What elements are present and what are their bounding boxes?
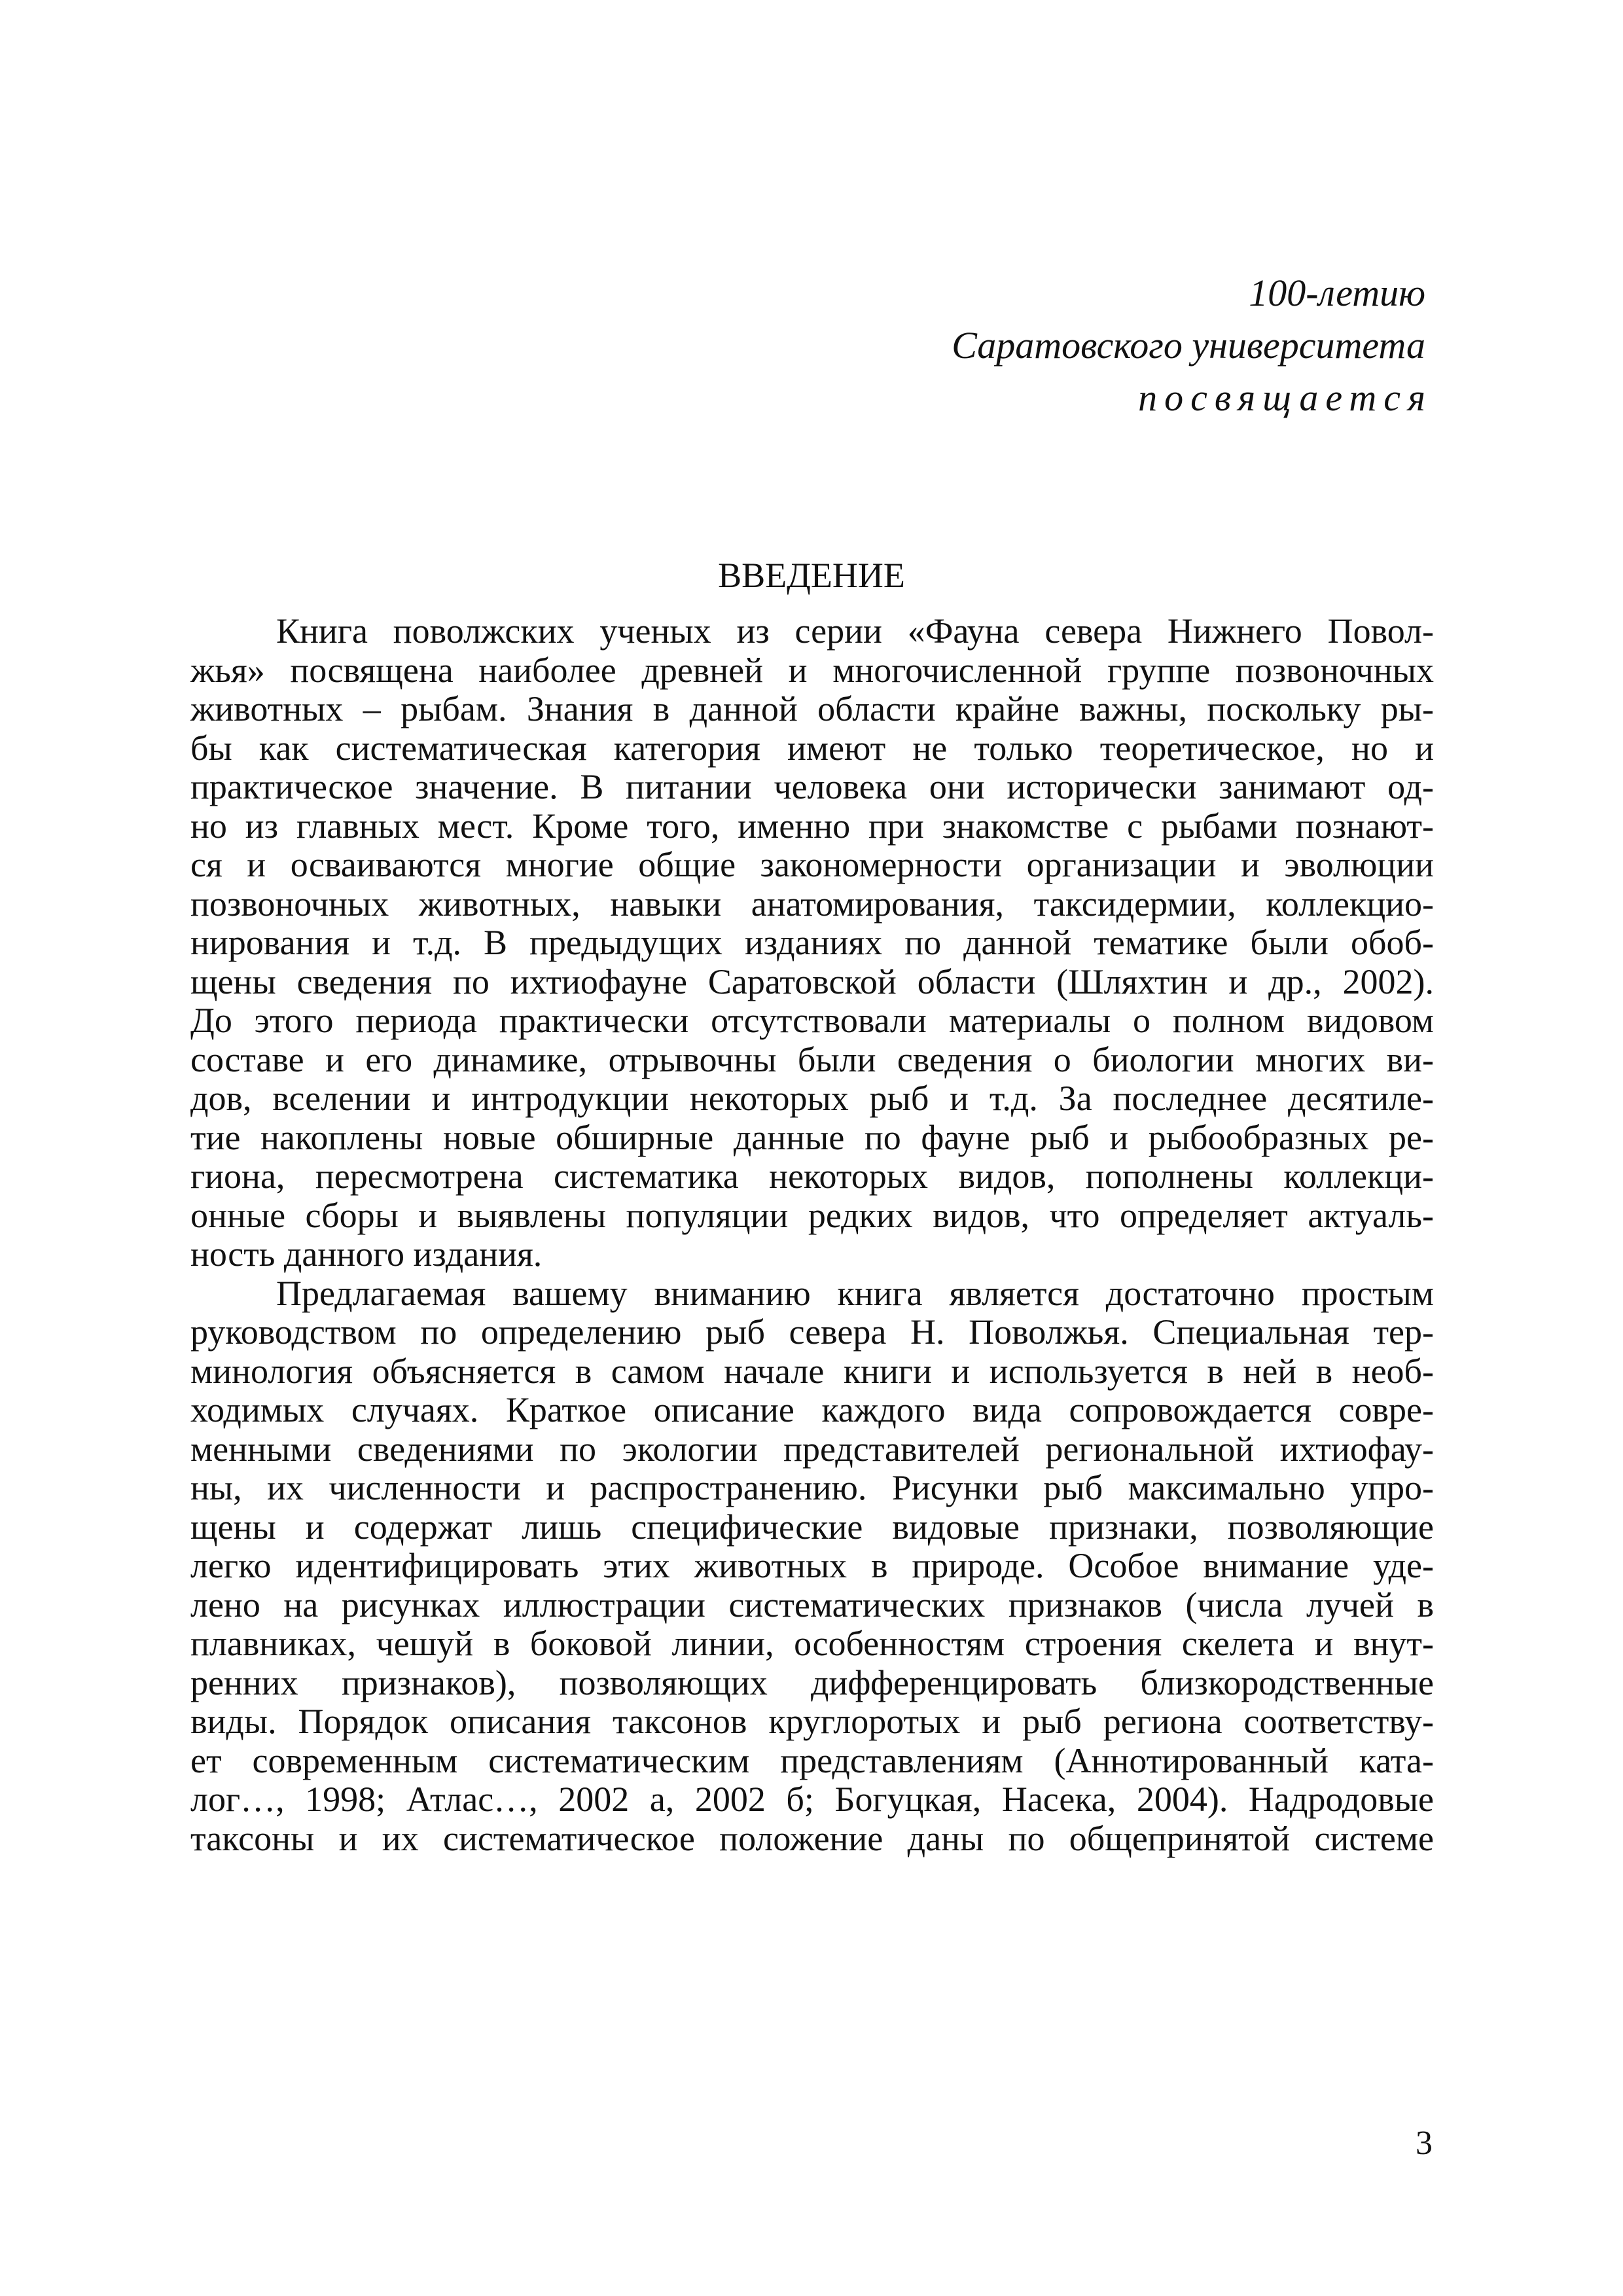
section-heading: ВВЕДЕНИЕ: [718, 556, 905, 595]
dedication-line-2: Саратовского университета: [952, 324, 1425, 367]
text-line: виды. Порядок описания таксонов круглоротых и рыб региона соответству-: [190, 1702, 1434, 1741]
text-line: практическое значение. В питании человека они исторически занимают од-: [190, 767, 1434, 806]
text-line: ны, их численности и распространению. Рисунки рыб максимально упро-: [190, 1468, 1434, 1507]
text-line: онные сборы и выявлены популяции редких видов, что определяет актуаль-: [190, 1195, 1434, 1235]
text-line: бы как систематическая категория имеют не только теоретическое, но и: [190, 728, 1434, 768]
text-line: ет современным систематическим представлениям (Аннотированный ката-: [190, 1740, 1434, 1780]
text-line: Предлагаемая вашему вниманию книга является достаточно простым: [276, 1273, 1434, 1313]
text-line: ренних признаков), позволяющих дифференцировать близкородственные: [190, 1662, 1434, 1702]
text-line: тие накоплены новые обширные данные по фауне рыб и рыбообразных ре-: [190, 1117, 1434, 1157]
text-line: лог…, 1998; Атлас…, 2002 а, 2002 б; Богуцкая, Насека, 2004). Надродовые: [190, 1780, 1434, 1819]
text-line: лено на рисунках иллюстрации систематических признаков (числа лучей в: [190, 1585, 1434, 1624]
text-line: руководством по определению рыб севера Н. Поволжья. Специальная тер-: [190, 1312, 1434, 1352]
dedication-line-3: посвящается: [1138, 376, 1433, 419]
text-line: нирования и т.д. В предыдущих изданиях по данной тематике были обоб-: [190, 923, 1434, 962]
text-line: легко идентифицировать этих животных в природе. Особое внимание уде-: [190, 1546, 1434, 1585]
text-line: жья» посвящена наиболее древней и многочисленной группе позвоночных: [190, 650, 1434, 690]
text-line: но из главных мест. Кроме того, именно при знакомстве с рыбами познают-: [190, 806, 1434, 846]
text-line: Книга поволжских ученых из серии «Фауна севера Нижнего Повол-: [276, 611, 1434, 651]
paragraph-1: [190, 612, 1434, 1274]
text-line: ность данного издания.: [190, 1234, 543, 1274]
paragraph-2: [190, 1274, 1434, 1859]
text-line: ходимых случаях. Краткое описание каждого вида сопровождается совре-: [190, 1390, 1434, 1429]
text-line: плавниках, чешуй в боковой линии, особенностям строения скелета и внут-: [190, 1624, 1434, 1663]
text-line: гиона, пересмотрена систематика некоторых видов, пополнены коллекци-: [190, 1157, 1434, 1196]
dedication-line-1: 100-летию: [1249, 272, 1425, 314]
text-line: минология объясняется в самом начале книги и используется в ней в необ-: [190, 1351, 1434, 1391]
text-line: составе и его динамике, отрывочны были сведения о биологии многих ви-: [190, 1039, 1434, 1079]
text-line: животных – рыбам. Знания в данной области крайне важны, поскольку ры-: [190, 689, 1434, 728]
text-line: дов, вселении и интродукции некоторых рыб и т.д. За последнее десятиле-: [190, 1079, 1434, 1118]
text-line: позвоночных животных, навыки анатомирования, таксидермии, коллекцио-: [190, 884, 1434, 924]
text-line: таксоны и их систематическое положение даны по общепринятой системе: [190, 1818, 1434, 1858]
text-line: менными сведениями по экологии представителей региональной ихтиофау-: [190, 1429, 1434, 1469]
text-line: ся и осваиваются многие общие закономерности организации и эволюции: [190, 845, 1434, 884]
text-line: До этого периода практически отсутствовали материалы о полном видовом: [190, 1001, 1434, 1040]
dedication: [952, 267, 1433, 424]
text-line: щены сведения по ихтиофауне Саратовской области (Шляхтин и др., 2002).: [190, 961, 1434, 1001]
page-number: 3: [1416, 2125, 1433, 2162]
text-line: щены и содержат лишь специфические видовые признаки, позволяющие: [190, 1507, 1434, 1547]
body-text: [190, 612, 1434, 1858]
